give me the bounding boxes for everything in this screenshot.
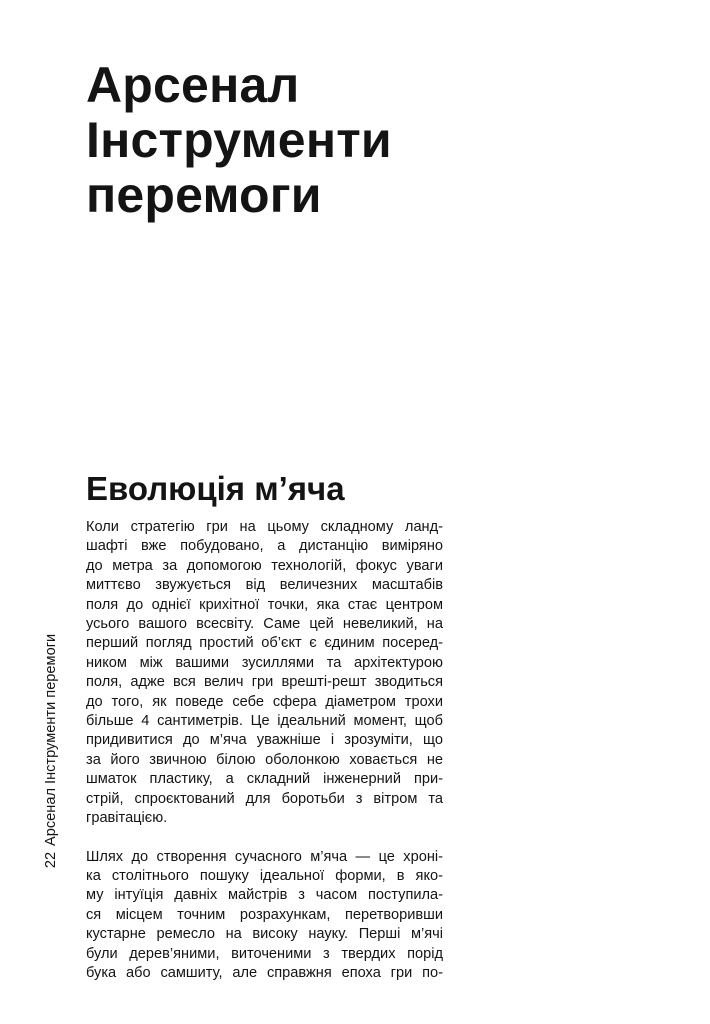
text-line: миттєво звужується від величезних масштабів xyxy=(86,577,443,594)
text-line: му інтуїція давніх майстрів з часом поступила- xyxy=(86,887,443,904)
text-line: перший погляд простий об’єкт є єдиним посеред- xyxy=(86,635,443,652)
chapter-title-line: Арсенал xyxy=(86,57,300,113)
text-line: до метра за допомогою технологій, фокус уваги xyxy=(86,557,443,574)
section-heading: Еволюція м’яча xyxy=(86,470,345,507)
text-line: кустарне ремесло на високу науку. Перші м’ячі xyxy=(86,926,443,943)
text-line: стрій, спроєктований для боротьби з вітром та xyxy=(86,790,443,807)
text-line: поля, адже вся велич гри врешті-решт зводиться xyxy=(86,674,443,691)
chapter-title-line: Інструменти xyxy=(86,112,392,168)
text-line: ся місцем точним розрахункам, перетворивши xyxy=(86,906,443,923)
text-line: більше 4 сантиметрів. Це ідеальний момент, щоб xyxy=(86,713,443,730)
text-line: Шлях до створення сучасного м’яча — це хроні- xyxy=(86,848,443,865)
text-line: усього вашого всесвіту. Саме цей невеликий, на xyxy=(86,616,443,633)
chapter-title xyxy=(86,58,392,223)
page-number: 22 xyxy=(43,851,59,869)
text-line: поля до однієї крихітної точки, яка стає центром xyxy=(86,596,443,613)
text-line: придивитися до м’яча уважніше і зрозуміти, що xyxy=(86,732,443,749)
text-line: були дерев’яними, виточеними з твердих порід xyxy=(86,945,443,962)
text-line: бука або самшиту, але справжня епоха гри по- xyxy=(86,964,443,981)
text-line: Коли стратегію гри на цьому складному ланд- xyxy=(86,519,443,535)
chapter-title-line: перемоги xyxy=(86,167,322,223)
text-line: за його звичною білою оболонкою ховається не xyxy=(86,751,443,768)
text-line: гравітацією. xyxy=(86,810,168,827)
text-line: шафті вже побудовано, а дистанцію виміряно xyxy=(86,538,443,555)
body-text xyxy=(86,518,443,983)
text-line: шматок пластику, а складний інженерний при- xyxy=(86,771,443,788)
paragraph xyxy=(86,848,443,984)
running-header: Арсенал Інструменти перемоги xyxy=(43,633,59,846)
paragraph xyxy=(86,518,443,829)
text-line: ником між вашими зусиллями та архітектурою xyxy=(86,654,443,671)
side-rail xyxy=(38,600,64,890)
text-line: до того, як поведе себе сфера діаметром трохи xyxy=(86,693,443,710)
text-line: ка столітнього пошуку ідеальної форми, в яко- xyxy=(86,867,443,884)
